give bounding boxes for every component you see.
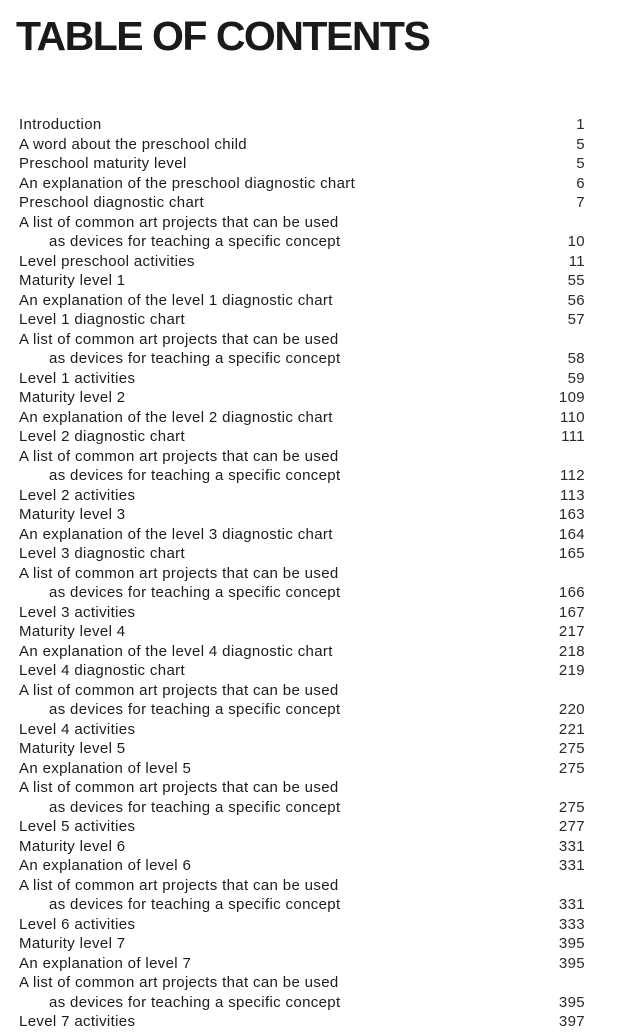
toc-entry-page-number: 10 xyxy=(567,233,585,250)
toc-entry-page-number: 221 xyxy=(558,720,585,738)
toc-entry xyxy=(19,271,589,291)
toc-entry-page-number: 275 xyxy=(558,759,585,777)
toc-entry-page-number: 395 xyxy=(558,993,585,1011)
toc-entry-page-number: 6 xyxy=(576,174,585,192)
toc-entry-title-continued: as devices for teaching a specific concept xyxy=(49,233,341,250)
toc-entry-title: Level 6 activities xyxy=(19,915,136,933)
toc-entry-title: Maturity level 1 xyxy=(19,272,126,289)
toc-entry xyxy=(19,720,589,740)
toc-entry xyxy=(19,876,589,915)
toc-entry-title: Level 3 activities xyxy=(19,603,136,621)
toc-entry-title: Maturity level 6 xyxy=(19,837,126,855)
toc-entry-page-number: 395 xyxy=(558,954,585,972)
toc-entry xyxy=(19,174,589,194)
toc-entry-page-number: 7 xyxy=(576,194,585,211)
toc-entry-page-number: 55 xyxy=(567,272,585,289)
toc-entry-title: Maturity level 7 xyxy=(19,935,126,952)
toc-entry-page-number: 218 xyxy=(558,642,585,660)
toc-entry-page-number: 111 xyxy=(561,428,585,445)
toc-entry-title: Level preschool activities xyxy=(19,252,195,270)
toc-entry-page-number: 217 xyxy=(558,623,585,640)
toc-entry xyxy=(19,330,589,369)
toc-entry xyxy=(19,837,589,857)
toc-entry xyxy=(19,564,589,603)
toc-entry-page-number: 112 xyxy=(560,467,585,484)
toc-entry-page-number: 277 xyxy=(558,818,585,835)
toc-entry-title: An explanation of the level 2 diagnostic chart xyxy=(19,408,333,426)
toc-entry-page-number: 56 xyxy=(567,291,585,309)
toc-entry xyxy=(19,973,589,1012)
toc-entry-page-number: 58 xyxy=(567,350,585,367)
toc-entry-title: An explanation of the level 1 diagnostic chart xyxy=(19,291,333,309)
toc-entry-title-continued: as devices for teaching a specific concept xyxy=(49,467,341,484)
toc-entry-title: Maturity level 5 xyxy=(19,740,126,757)
toc-entry-page-number: 165 xyxy=(558,545,585,562)
toc-entry xyxy=(19,622,589,642)
toc-entry-page-number: 109 xyxy=(558,389,585,406)
toc-entry-page-number: 331 xyxy=(558,857,585,874)
toc-entry-page-number: 164 xyxy=(558,525,585,543)
toc-entry xyxy=(19,369,589,389)
toc-entry-title-continued: as devices for teaching a specific concept xyxy=(49,896,341,913)
toc-entry xyxy=(19,856,589,876)
toc-entry-title-continued: as devices for teaching a specific concept xyxy=(49,798,341,816)
toc-entry-page-number: 5 xyxy=(576,135,585,153)
toc-entry-page-number: 167 xyxy=(558,603,585,621)
toc-entry xyxy=(19,817,589,837)
toc-entry-page-number: 331 xyxy=(558,896,585,913)
toc-entry xyxy=(19,310,589,330)
toc-entry-page-number: 397 xyxy=(558,1013,585,1030)
toc-entry-page-number: 395 xyxy=(558,935,585,952)
toc-entry-title: Level 3 diagnostic chart xyxy=(19,545,185,562)
toc-entry xyxy=(19,291,589,311)
toc-entry xyxy=(19,681,589,720)
toc-entry-page-number: 1 xyxy=(576,116,585,133)
toc-entry-title: Level 4 activities xyxy=(19,720,136,738)
toc-entry-title: Preschool maturity level xyxy=(19,155,187,172)
toc-entry-title: A list of common art projects that can be used xyxy=(19,564,339,582)
toc-entry-title: Maturity level 4 xyxy=(19,623,126,640)
toc-entry-title-continued: as devices for teaching a specific concept xyxy=(49,350,341,367)
toc-entry xyxy=(19,642,589,662)
toc-entry-page-number: 331 xyxy=(558,837,585,855)
toc-entry xyxy=(19,934,589,954)
toc-entry-page-number: 57 xyxy=(567,311,585,328)
toc-entry-title: Maturity level 3 xyxy=(19,506,126,523)
toc-list xyxy=(19,115,589,1032)
toc-entry-page-number: 110 xyxy=(560,408,585,426)
toc-entry-title: Level 1 activities xyxy=(19,369,136,387)
toc-entry xyxy=(19,193,589,213)
toc-entry-page-number: 113 xyxy=(560,486,585,504)
toc-entry-title: Introduction xyxy=(19,116,102,133)
toc-entry xyxy=(19,135,589,155)
toc-entry xyxy=(19,915,589,935)
toc-entry xyxy=(19,954,589,974)
toc-entry-page-number: 219 xyxy=(558,662,585,679)
toc-entry-page-number: 163 xyxy=(558,506,585,523)
toc-entry-title: An explanation of level 6 xyxy=(19,857,192,874)
toc-entry-page-number: 275 xyxy=(558,740,585,757)
toc-entry-title: Level 2 activities xyxy=(19,486,136,504)
toc-entry-title: An explanation of level 7 xyxy=(19,954,192,972)
toc-entry xyxy=(19,486,589,506)
toc-entry xyxy=(19,661,589,681)
toc-entry-page-number: 333 xyxy=(558,915,585,933)
toc-entry xyxy=(19,739,589,759)
toc-entry-title: Level 1 diagnostic chart xyxy=(19,311,185,328)
toc-entry xyxy=(19,544,589,564)
toc-entry-title: A list of common art projects that can be used xyxy=(19,876,339,894)
toc-entry-title: An explanation of level 5 xyxy=(19,759,192,777)
toc-entry-page-number: 275 xyxy=(558,798,585,816)
toc-entry-title: A list of common art projects that can be used xyxy=(19,974,339,991)
toc-entry-title: Level 4 diagnostic chart xyxy=(19,662,185,679)
toc-entry-page-number: 5 xyxy=(576,155,585,172)
toc-entry-title: A list of common art projects that can be used xyxy=(19,447,339,465)
toc-entry-title: A list of common art projects that can be used xyxy=(19,681,339,699)
toc-entry-title: A word about the preschool child xyxy=(19,135,248,153)
toc-entry xyxy=(19,213,589,252)
toc-entry xyxy=(19,525,589,545)
page-title: TABLE OF CONTENTS xyxy=(16,13,430,59)
toc-entry-page-number: 11 xyxy=(568,252,585,270)
toc-entry-page-number: 59 xyxy=(567,369,585,387)
toc-entry xyxy=(19,505,589,525)
toc-entry-title: A list of common art projects that can be used xyxy=(19,779,339,796)
toc-entry xyxy=(19,603,589,623)
toc-entry-title: A list of common art projects that can be used xyxy=(19,330,339,348)
toc-entry xyxy=(19,1012,589,1032)
toc-entry xyxy=(19,408,589,428)
toc-entry-page-number: 166 xyxy=(558,584,585,601)
toc-entry xyxy=(19,252,589,272)
toc-entry-title: An explanation of the preschool diagnostic chart xyxy=(19,174,356,192)
toc-entry-title-continued: as devices for teaching a specific concept xyxy=(49,993,341,1011)
toc-entry-title: An explanation of the level 3 diagnostic chart xyxy=(19,525,333,543)
toc-entry-title: Level 2 diagnostic chart xyxy=(19,428,185,445)
toc-entry-title-continued: as devices for teaching a specific concept xyxy=(49,584,341,601)
toc-entry-title: A list of common art projects that can be used xyxy=(19,213,339,231)
toc-entry-page-number: 220 xyxy=(558,701,585,718)
toc-entry xyxy=(19,759,589,779)
toc-entry-title: An explanation of the level 4 diagnostic chart xyxy=(19,642,333,660)
toc-entry-title: Level 7 activities xyxy=(19,1013,136,1030)
toc-entry xyxy=(19,154,589,174)
toc-entry xyxy=(19,388,589,408)
toc-entry xyxy=(19,427,589,447)
toc-entry-title: Level 5 activities xyxy=(19,818,136,835)
toc-entry-title-continued: as devices for teaching a specific concept xyxy=(49,701,341,718)
toc-entry-title: Preschool diagnostic chart xyxy=(19,194,205,211)
toc-entry-title: Maturity level 2 xyxy=(19,389,126,406)
toc-entry xyxy=(19,447,589,486)
toc-entry xyxy=(19,778,589,817)
toc-entry xyxy=(19,115,589,135)
